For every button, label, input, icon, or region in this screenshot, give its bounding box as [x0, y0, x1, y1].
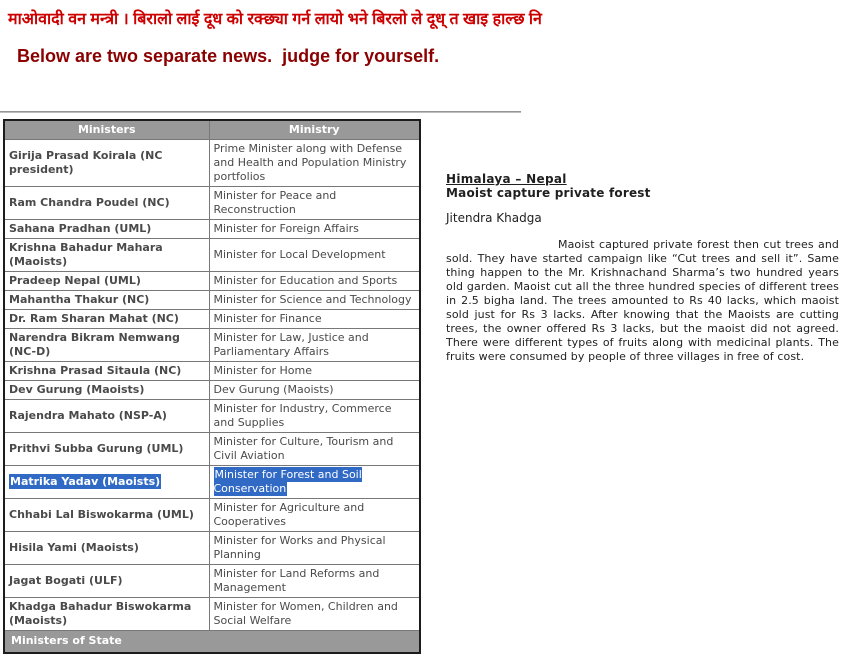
selected-text: Matrika Yadav (Maoists): [10, 475, 161, 488]
minister-cell: Rajendra Mahato (NSP-A): [4, 400, 209, 433]
ministry-cell: Minister for Foreign Affairs: [209, 220, 420, 239]
table-row: [4, 329, 420, 362]
minister-cell: Dev Gurung (Maoists): [4, 381, 209, 400]
ministry-cell: Minister for Agriculture and Cooperatives: [209, 499, 420, 532]
minister-cell: Girija Prasad Koirala (NC president): [4, 140, 209, 187]
article-title: Himalaya – Nepal: [446, 172, 567, 186]
table-row: [4, 291, 420, 310]
ministry-cell: Minister for Industry, Commerce and Supplies: [209, 400, 420, 433]
section-header-ministers-of-state: Ministers of State: [4, 631, 420, 653]
ministry-cell: Minister for Local Development: [209, 239, 420, 272]
table-section-header-row: [4, 631, 420, 653]
ministry-cell: Dev Gurung (Maoists): [209, 381, 420, 400]
table-row: [4, 310, 420, 329]
minister-cell: Khadga Bahadur Biswokarma (Maoists): [4, 598, 209, 631]
table-row: [4, 272, 420, 291]
ministry-cell: Prime Minister along with Defense and Health and Population Ministry portfolios: [209, 140, 420, 187]
ministry-cell: Minister for Peace and Reconstruction: [209, 187, 420, 220]
ministry-cell: Minister for Home: [209, 362, 420, 381]
minister-cell: Sahana Pradhan (UML): [4, 220, 209, 239]
minister-cell: Krishna Bahadur Mahara (Maoists): [4, 239, 209, 272]
table-row: [4, 598, 420, 631]
minister-cell: Jagat Bogati (ULF): [4, 565, 209, 598]
minister-cell: Mahantha Thakur (NC): [4, 291, 209, 310]
horizontal-divider: [0, 111, 521, 113]
table-row: [4, 140, 420, 187]
ministry-cell: Minister for Works and Physical Planning: [209, 532, 420, 565]
column-header-ministry: Ministry: [209, 120, 420, 140]
ministry-cell: Minister for Education and Sports: [209, 272, 420, 291]
table-row: [4, 532, 420, 565]
table-row: [4, 362, 420, 381]
minister-cell: Hisila Yami (Maoists): [4, 532, 209, 565]
ministry-cell: Minister for Science and Technology: [209, 291, 420, 310]
page-title: Below are two separate news. judge for yourself.: [17, 46, 440, 66]
selected-text: Minister for Forest and Soil Conservation: [213, 468, 362, 495]
minister-cell: Dr. Ram Sharan Mahat (NC): [4, 310, 209, 329]
minister-cell: [4, 466, 209, 499]
column-header-ministers: Ministers: [4, 120, 209, 140]
article-body: Maoist captured private forest then cut trees and sold. They have started campaign like “Cut trees and sell it”. Same thing happen to the Mr. Krishnachand Sharma’s two hundred years old garden. Maoist cut all the three hundred species of different trees in 2.5 bigha land. The trees amounted to Rs 40 lacks, which maoist sold just for Rs 3 lacks. After knowing that the Maoists are cutting trees, the owner offered Rs 3 lacks, but the maoist did not agreed. There were different types of fruits along with medicinal plants. The fruits were consumed by people of three villages in free of cost.: [446, 238, 839, 363]
ministers-table: [3, 119, 421, 654]
minister-cell: Pradeep Nepal (UML): [4, 272, 209, 291]
minister-cell: Chhabi Lal Biswokarma (UML): [4, 499, 209, 532]
ministers-table-body: [4, 140, 420, 631]
table-row: [4, 433, 420, 466]
ministry-cell: [209, 466, 420, 499]
minister-cell: Krishna Prasad Sitaula (NC): [4, 362, 209, 381]
minister-cell: Prithvi Subba Gurung (UML): [4, 433, 209, 466]
table-row: [4, 400, 420, 433]
ministry-cell: Minister for Land Reforms and Management: [209, 565, 420, 598]
table-row: [4, 381, 420, 400]
ministry-cell: Minister for Women, Children and Social Welfare: [209, 598, 420, 631]
nepali-headline: माओवादी वन मन्त्री । बिरालो लाई दूध को रक्छ्या गर्न लायो भने बिरलो ले दूध् त खाइ हाल्छ नि: [8, 11, 542, 28]
minister-cell: Narendra Bikram Nemwang (NC-D): [4, 329, 209, 362]
table-header-row: [4, 120, 420, 140]
article-byline: Jitendra Khadga: [446, 211, 542, 225]
minister-cell: Ram Chandra Poudel (NC): [4, 187, 209, 220]
table-row: [4, 220, 420, 239]
ministry-cell: Minister for Culture, Tourism and Civil Aviation: [209, 433, 420, 466]
news-article: [446, 172, 839, 364]
table-row: [4, 565, 420, 598]
table-row: [4, 466, 420, 499]
table-row: [4, 239, 420, 272]
ministry-cell: Minister for Law, Justice and Parliamentary Affairs: [209, 329, 420, 362]
table-row: [4, 187, 420, 220]
article-subtitle: Maoist capture private forest: [446, 186, 651, 200]
ministry-cell: Minister for Finance: [209, 310, 420, 329]
table-row: [4, 499, 420, 532]
